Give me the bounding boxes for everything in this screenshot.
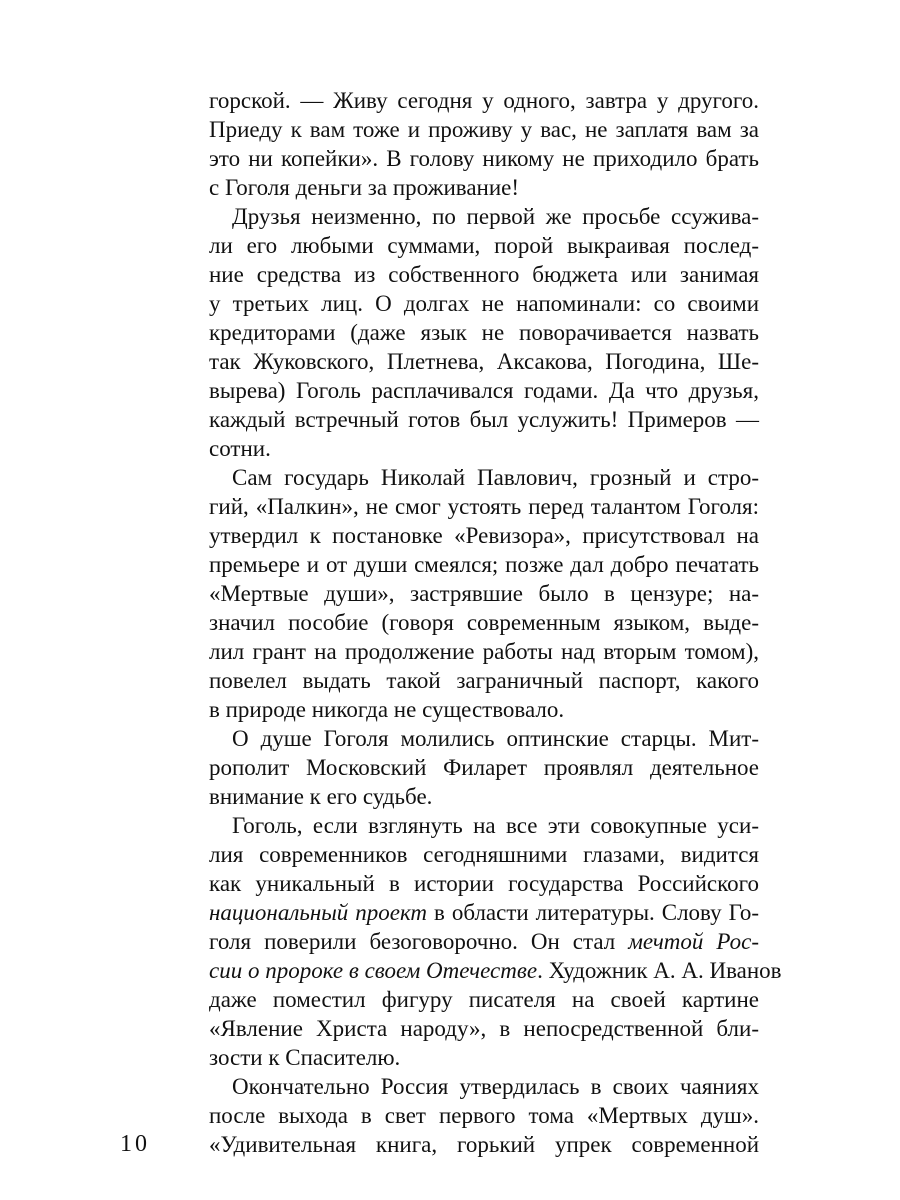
text-line: у третьих лиц. О долгах не напоминали: со своими	[209, 291, 759, 316]
text-line: Окончательно Россия утвердилась в своих чаяниях	[232, 1074, 759, 1099]
text-line: утвердил к постановке «Ревизора», присутствовал на	[209, 523, 759, 548]
text-line: после выхода в свет первого тома «Мертвых душ».	[209, 1103, 759, 1128]
italic-phrase: мечтой Рос-	[628, 929, 759, 954]
text-line	[209, 927, 759, 956]
text-line: Сам государь Николай Павлович, грозный и стро-	[232, 465, 759, 490]
text-line: с Гоголя деньги за проживание!	[209, 175, 520, 200]
text-line: лил грант на продолжение работы над вторым томом),	[209, 639, 759, 664]
text-line: внимание к его судьбе.	[209, 784, 433, 809]
text-line: «Явление Христа народу», в непосредственной бли-	[209, 1016, 759, 1041]
text-line: кредиторами (даже язык не поворачивается назвать	[209, 320, 759, 345]
text-fragment: голя поверили безоговорочно. Он стал	[209, 929, 629, 954]
text-line: как уникальный в истории государства Российского	[209, 871, 759, 896]
text-line	[209, 898, 759, 927]
text-line: ние средства из собственного бюджета или занимая	[209, 262, 759, 287]
italic-phrase: национальный проект	[209, 900, 428, 925]
text-line: в природе никогда не существовало.	[209, 697, 565, 722]
text-line: так Жуковского, Плетнева, Аксакова, Погодина, Ше-	[209, 349, 759, 374]
text-line: сотни.	[209, 436, 271, 461]
text-line: О душе Гоголя молились оптинские старцы. Мит-	[232, 726, 759, 751]
text-line: Гоголь, если взглянуть на все эти совокупные уси-	[232, 813, 759, 838]
page-number: 10	[120, 1131, 150, 1157]
text-line: премьере и от души смеялся; позже дал добро печатать	[209, 552, 759, 577]
text-line: даже поместил фигуру писателя на своей картине	[209, 987, 759, 1012]
text-line: ли его любыми суммами, порой выкраивая послед-	[209, 233, 759, 258]
text-line: «Удивительная книга, горький упрек современной	[209, 1132, 759, 1157]
text-line: каждый встречный готов был услужить! Примеров —	[209, 407, 759, 432]
text-line: это ни копейки». В голову никому не приходило брать	[209, 146, 759, 171]
text-line: значил пособие (говоря современным языком, выде-	[209, 610, 759, 635]
text-line: Друзья неизменно, по первой же просьбе ссужива-	[232, 204, 759, 229]
text-line: лия современников сегодняшними глазами, видится	[209, 842, 759, 867]
italic-phrase: сии о пророке в своем Отечестве	[209, 958, 538, 983]
text-line: Приеду к вам тоже и проживу у вас, не заплатя вам за	[209, 117, 759, 142]
text-line: повелел выдать такой заграничный паспорт, какого	[209, 668, 759, 693]
text-line: рополит Московский Филарет проявлял деятельное	[209, 755, 759, 780]
text-line: вырева) Гоголь расплачивался годами. Да что друзья,	[209, 378, 759, 403]
text-fragment: в области литературы. Слову Го-	[427, 900, 760, 925]
text-line: «Мертвые души», застрявшие было в цензуре; на-	[209, 581, 759, 606]
text-fragment: . Художник А. А. Иванов	[537, 958, 782, 983]
text-line: гий, «Палкин», не смог устоять перед талантом Гоголя:	[209, 494, 759, 519]
text-line: горской. — Живу сегодня у одного, завтра у другого.	[209, 88, 759, 113]
text-line	[209, 956, 782, 985]
text-line: зости к Спасителю.	[209, 1045, 401, 1070]
